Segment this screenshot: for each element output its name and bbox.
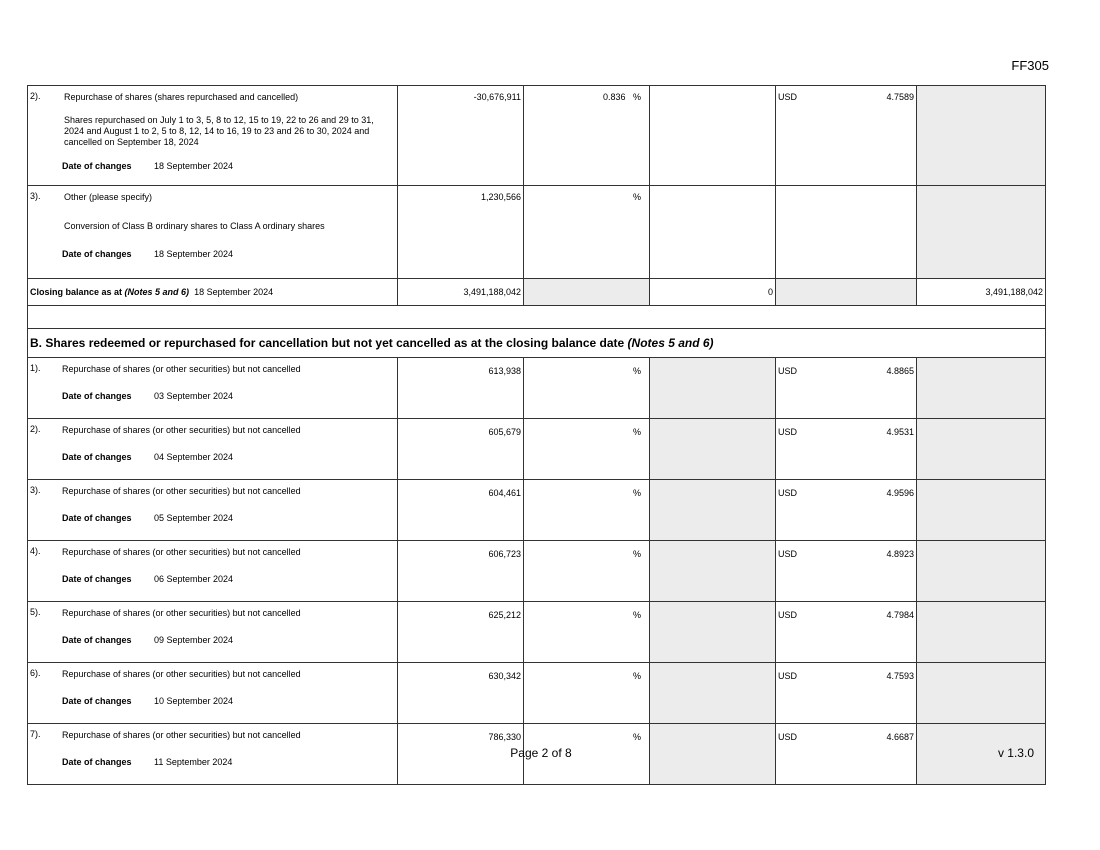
- price: 4.6687: [886, 732, 914, 742]
- date-of-changes-label: Date of changes: [62, 757, 132, 767]
- shaded-cell: [650, 419, 776, 480]
- row-description: Repurchase of shares (or other securities) but not cancelled: [62, 364, 301, 374]
- percent-sign: %: [524, 724, 650, 785]
- date-of-changes-value: 18 September 2024: [154, 161, 234, 171]
- table-row: [28, 86, 1046, 186]
- page-number: Page 2 of 8: [510, 746, 572, 760]
- shaded-cell: [917, 602, 1046, 663]
- row-description: Other (please specify): [64, 192, 153, 202]
- percent-sign: %: [524, 419, 650, 480]
- shaded-cell: [650, 663, 776, 724]
- shaded-cell: [650, 358, 776, 419]
- row-description: Repurchase of shares (shares repurchased and cancelled): [64, 92, 299, 102]
- row-description-cell: [28, 86, 398, 186]
- percentage-cell: [524, 86, 650, 186]
- percent-sign: %: [632, 192, 641, 202]
- table-row: [28, 541, 1046, 602]
- currency: USD: [778, 488, 798, 498]
- empty-cell: [776, 186, 917, 279]
- date-of-changes-value: 09 September 2024: [154, 635, 234, 645]
- date-of-changes-label: Date of changes: [62, 574, 132, 584]
- row-index: 7).: [30, 729, 41, 739]
- shares-cell: 1,230,566: [398, 186, 524, 279]
- row-description: Repurchase of shares (or other securities) but not cancelled: [62, 547, 301, 557]
- percent-sign: %: [524, 541, 650, 602]
- date-of-changes-label: Date of changes: [62, 391, 132, 401]
- date-of-changes-label: Date of changes: [62, 161, 132, 171]
- closing-balance-label: [28, 279, 398, 306]
- row-description: Repurchase of shares (or other securities) but not cancelled: [62, 669, 301, 679]
- table-row: [28, 480, 1046, 541]
- form-code: FF305: [1011, 58, 1049, 73]
- date-of-changes-label: Date of changes: [62, 513, 132, 523]
- date-of-changes-label: Date of changes: [62, 452, 132, 462]
- date-of-changes-value: 18 September 2024: [154, 249, 234, 259]
- currency: USD: [778, 92, 798, 102]
- date-of-changes-value: 10 September 2024: [154, 696, 234, 706]
- row-index: 6).: [30, 668, 41, 678]
- closing-zero: 0: [650, 279, 776, 306]
- empty-cell: [650, 186, 776, 279]
- form-version: v 1.3.0: [997, 746, 1034, 760]
- closing-label-notes: (Notes 5 and 6): [124, 287, 190, 297]
- shaded-cell: [917, 663, 1046, 724]
- shaded-cell: [650, 602, 776, 663]
- currency: USD: [778, 366, 798, 376]
- shares-cell: 604,461: [398, 480, 524, 541]
- row-description: Repurchase of shares (or other securities) but not cancelled: [62, 486, 301, 496]
- price: 4.9596: [886, 488, 914, 498]
- row-note: Shares repurchased on July 1 to 3, 5, 8 to 12, 15 to 19, 22 to 26 and 29 to 31, 2024 and August 1 to 2, 5 to 8, 12, 14 to 16, 19 to 23 and 26 to 30, 2024 and cancelled on September 18, 2024: [64, 115, 374, 147]
- closing-total: 3,491,188,042: [917, 279, 1046, 306]
- price: 4.9531: [886, 427, 914, 437]
- closing-shares: 3,491,188,042: [398, 279, 524, 306]
- percent-sign: %: [632, 92, 641, 102]
- price: 4.8865: [886, 366, 914, 376]
- row-description-cell: [28, 186, 398, 279]
- spacer-row: [28, 306, 1046, 329]
- shaded-cell: [776, 279, 917, 306]
- date-of-changes-value: 11 September 2024: [154, 757, 233, 767]
- table-row: [28, 419, 1046, 480]
- shares-cell: 786,330: [398, 724, 524, 785]
- percentage-value: 0.836: [602, 92, 626, 102]
- shares-cell: 606,723: [398, 541, 524, 602]
- shaded-cell: [917, 419, 1046, 480]
- percent-sign: %: [524, 358, 650, 419]
- percent-sign: %: [524, 602, 650, 663]
- price-cell: [776, 480, 917, 541]
- percent-sign: %: [524, 480, 650, 541]
- price-cell: [776, 358, 917, 419]
- shares-cell: 625,212: [398, 602, 524, 663]
- shares-cell: 613,938: [398, 358, 524, 419]
- section-b-title: B. Shares redeemed or repurchased for cancellation but not yet cancelled as at the closing balance date: [30, 336, 625, 350]
- shaded-cell: [917, 86, 1046, 186]
- price-cell: [776, 663, 917, 724]
- price: 4.7984: [886, 610, 914, 620]
- row-index: 3).: [30, 485, 41, 495]
- table-row: [28, 602, 1046, 663]
- date-of-changes-label: Date of changes: [62, 249, 132, 259]
- currency: USD: [778, 427, 798, 437]
- row-description: Repurchase of shares (or other securities) but not cancelled: [62, 608, 301, 618]
- percentage-cell: [524, 186, 650, 279]
- price: 4.7589: [886, 92, 914, 102]
- currency: USD: [778, 610, 798, 620]
- price-cell: [776, 602, 917, 663]
- price: 4.7593: [886, 671, 914, 681]
- row-index: 3).: [30, 191, 41, 201]
- percent-sign: %: [524, 663, 650, 724]
- shares-cell: 605,679: [398, 419, 524, 480]
- currency: USD: [778, 549, 798, 559]
- date-of-changes-label: Date of changes: [62, 696, 132, 706]
- date-of-changes-value: 03 September 2024: [154, 391, 234, 401]
- shares-cell: -30,676,911: [398, 86, 524, 186]
- shaded-cell: [917, 541, 1046, 602]
- share-movement-table: [27, 85, 1046, 785]
- date-of-changes-value: 04 September 2024: [154, 452, 234, 462]
- currency: USD: [778, 732, 798, 742]
- table-row: [28, 186, 1046, 279]
- row-note: Conversion of Class B ordinary shares to Class A ordinary shares: [64, 221, 325, 231]
- date-of-changes-label: Date of changes: [62, 635, 132, 645]
- shares-cell: 630,342: [398, 663, 524, 724]
- row-index: 2).: [30, 424, 41, 434]
- price-cell: [776, 541, 917, 602]
- currency: USD: [778, 671, 798, 681]
- closing-balance-row: [28, 279, 1046, 306]
- date-of-changes-value: 06 September 2024: [154, 574, 234, 584]
- shaded-cell: [917, 480, 1046, 541]
- price: 4.8923: [886, 549, 914, 559]
- shaded-cell: [917, 358, 1046, 419]
- closing-label-prefix: Closing balance as at: [30, 287, 123, 297]
- shaded-cell: [650, 480, 776, 541]
- price-cell: [776, 419, 917, 480]
- section-b-header: [28, 329, 1046, 358]
- row-index: 4).: [30, 546, 41, 556]
- row-index: 1).: [30, 363, 41, 373]
- row-index: 2).: [30, 91, 41, 101]
- closing-date: 18 September 2024: [194, 287, 274, 297]
- row-description: Repurchase of shares (or other securities) but not cancelled: [62, 730, 301, 740]
- empty-cell: [650, 86, 776, 186]
- row-description: Repurchase of shares (or other securities) but not cancelled: [62, 425, 301, 435]
- table-row: [28, 663, 1046, 724]
- shaded-cell: [650, 541, 776, 602]
- table-row: [28, 358, 1046, 419]
- date-of-changes-value: 05 September 2024: [154, 513, 234, 523]
- shaded-cell: [917, 186, 1046, 279]
- section-b-title-notes: (Notes 5 and 6): [627, 336, 714, 350]
- shaded-cell: [524, 279, 650, 306]
- price-cell: [776, 86, 917, 186]
- row-index: 5).: [30, 607, 41, 617]
